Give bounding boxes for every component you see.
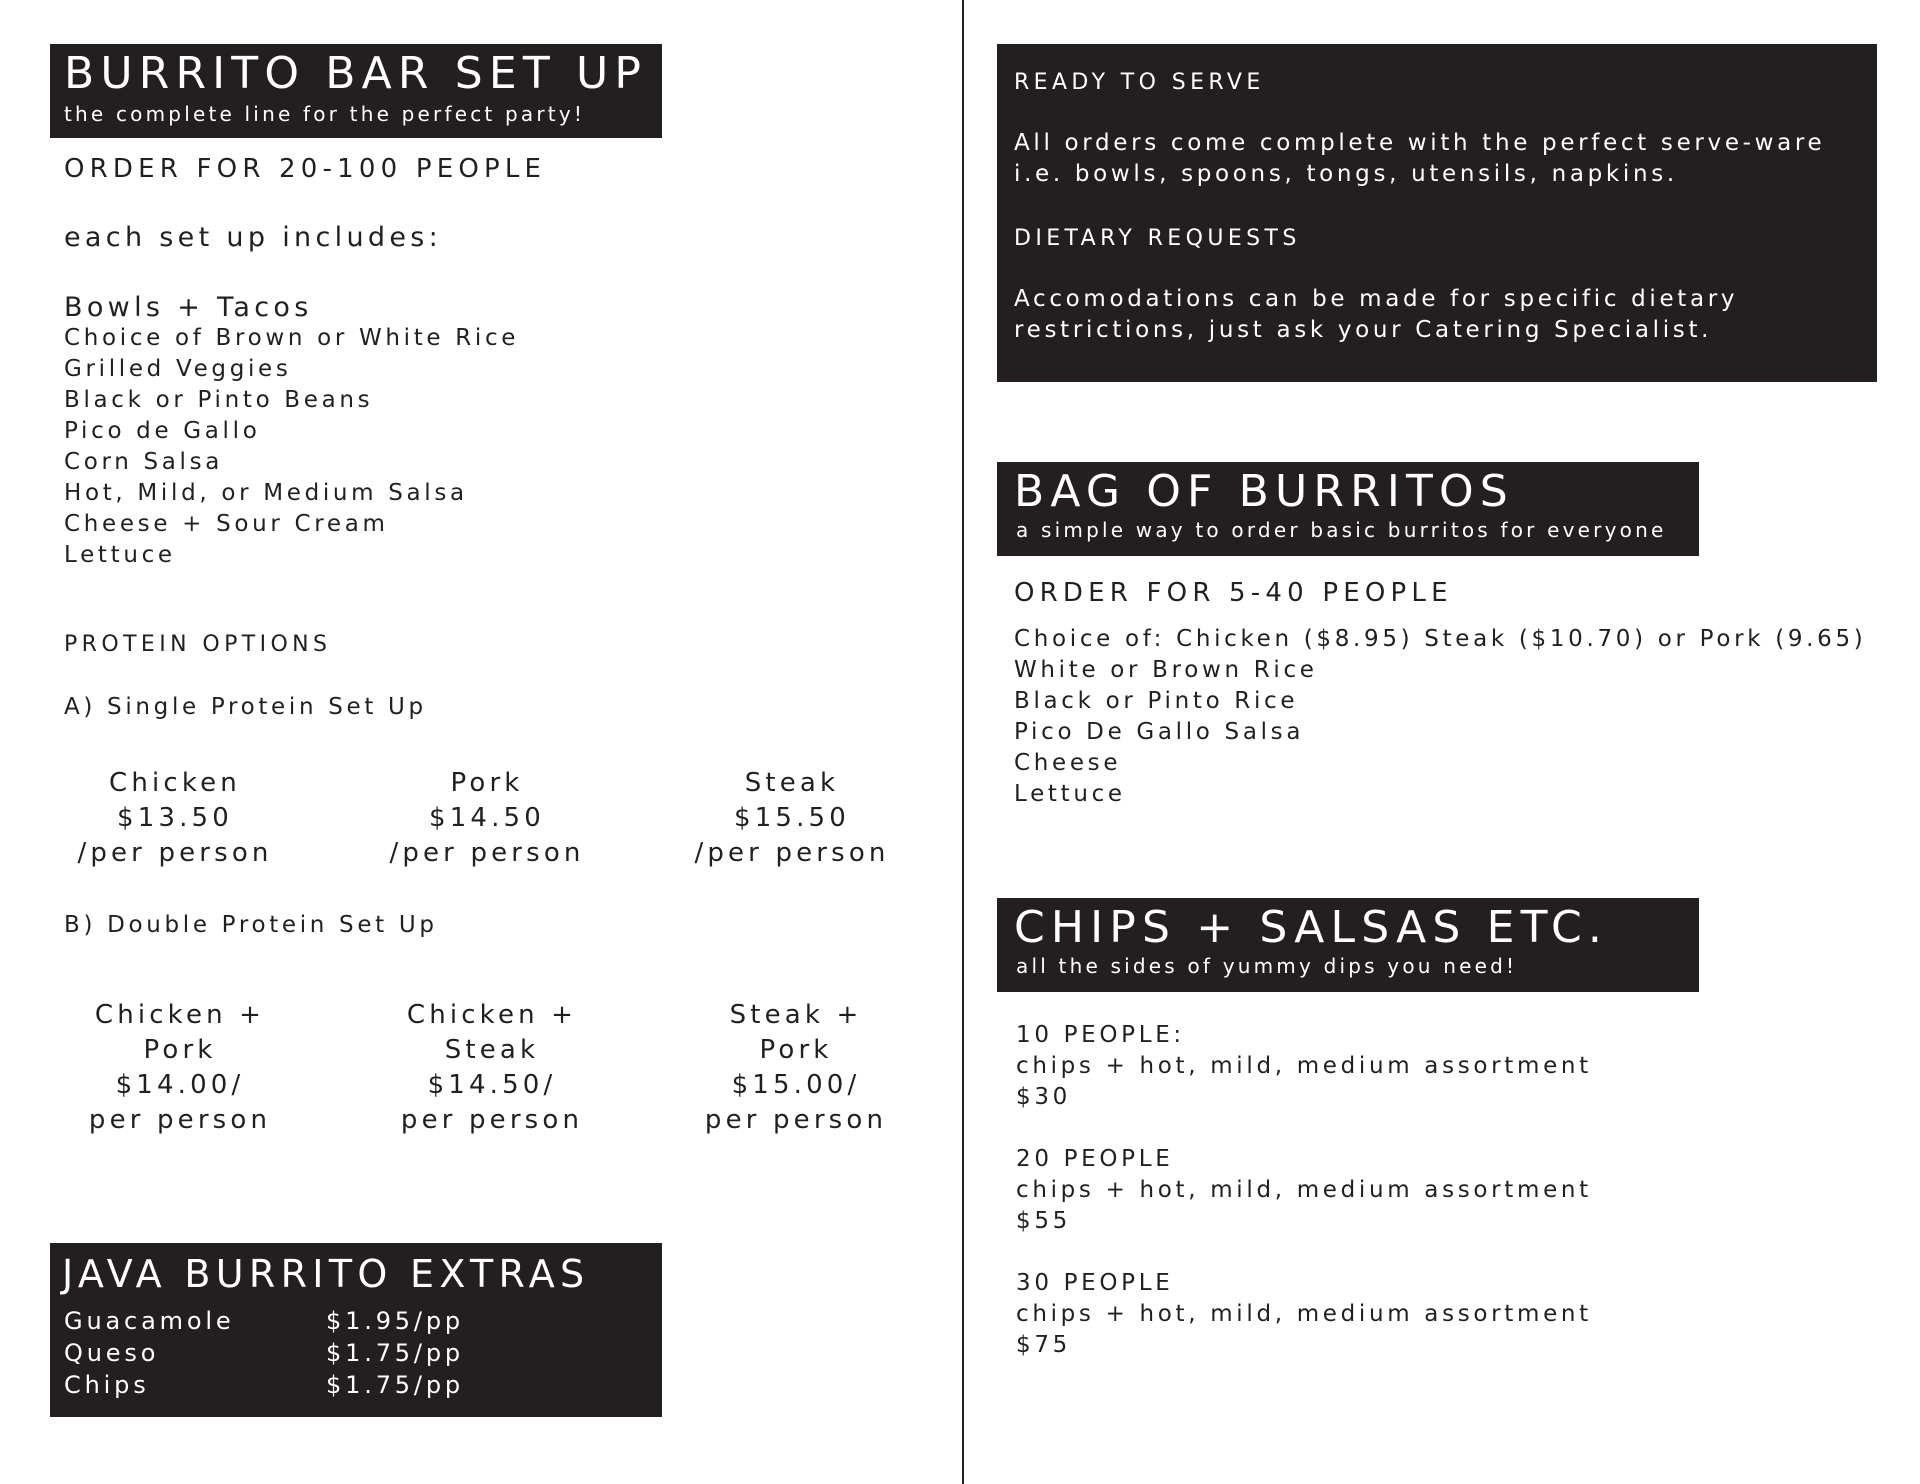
chips-tier-20 bbox=[1016, 1144, 1592, 1237]
bag-detail-line: White or Brown Rice bbox=[1014, 657, 1318, 683]
dietary-requests-text bbox=[1014, 284, 1738, 346]
option-price: $14.50 bbox=[429, 803, 545, 833]
chips-tier-price: $30 bbox=[1016, 1084, 1071, 1110]
double-option-chicken-steak bbox=[372, 998, 612, 1138]
dietary-requests-heading: DIETARY REQUESTS bbox=[1014, 226, 1301, 251]
includes-item: Pico de Gallo bbox=[64, 418, 261, 444]
includes-item: Choice of Brown or White Rice bbox=[64, 325, 520, 351]
single-option-steak bbox=[672, 766, 912, 871]
chips-salsas-title: CHIPS + SALSAS ETC. bbox=[1014, 902, 1609, 953]
option-unit: per person bbox=[400, 1105, 584, 1135]
includes-item: Cheese + Sour Cream bbox=[64, 511, 389, 537]
chips-tier-desc: chips + hot, mild, medium assortment bbox=[1016, 1053, 1592, 1079]
burrito-bar-header bbox=[50, 44, 662, 138]
bag-detail-line: Cheese bbox=[1014, 750, 1122, 776]
bag-details-list bbox=[1014, 624, 1866, 810]
chips-tier-size: 30 PEOPLE bbox=[1016, 1270, 1174, 1296]
chips-tier-price: $55 bbox=[1016, 1208, 1071, 1234]
bag-order-size: ORDER FOR 5-40 PEOPLE bbox=[1014, 578, 1453, 608]
extras-item-name: Queso bbox=[64, 1339, 160, 1367]
bag-detail-line: Choice of: Chicken ($8.95) Steak ($10.70) or Pork (9.65) bbox=[1014, 626, 1867, 652]
extras-item-queso bbox=[64, 1337, 464, 1369]
option-line2: Pork bbox=[143, 1035, 217, 1065]
extras-list bbox=[64, 1305, 464, 1401]
chips-tier-size: 10 PEOPLE: bbox=[1016, 1022, 1185, 1048]
extras-block bbox=[50, 1243, 662, 1417]
chips-tier-size: 20 PEOPLE bbox=[1016, 1146, 1174, 1172]
option-unit: per person bbox=[704, 1105, 888, 1135]
dietary-line: Accomodations can be made for specific dietary bbox=[1014, 286, 1739, 312]
includes-item: Corn Salsa bbox=[64, 449, 224, 475]
bag-of-burritos-subtitle: a simple way to order basic burritos for everyone bbox=[1016, 518, 1667, 542]
option-unit: per person bbox=[88, 1105, 272, 1135]
single-option-pork bbox=[367, 766, 607, 871]
ready-line: All orders come complete with the perfect serve-ware bbox=[1014, 130, 1826, 156]
page-divider bbox=[962, 0, 964, 1484]
option-unit: /per person bbox=[694, 838, 890, 868]
option-line1: Chicken + bbox=[406, 1000, 578, 1030]
ready-line: i.e. bowls, spoons, tongs, utensils, napkins. bbox=[1014, 161, 1678, 187]
includes-item: Lettuce bbox=[64, 542, 176, 568]
dietary-line: restrictions, just ask your Catering Specialist. bbox=[1014, 317, 1713, 343]
option-price: $13.50 bbox=[117, 803, 233, 833]
option-price: $14.00/ bbox=[115, 1070, 245, 1100]
option-line1: Chicken + bbox=[94, 1000, 266, 1030]
burrito-bar-title: BURRITO BAR SET UP bbox=[64, 48, 648, 99]
chips-tier-desc: chips + hot, mild, medium assortment bbox=[1016, 1177, 1592, 1203]
chips-tier-30 bbox=[1016, 1268, 1592, 1361]
option-price: $14.50/ bbox=[427, 1070, 557, 1100]
ready-to-serve-heading: READY TO SERVE bbox=[1014, 70, 1265, 95]
option-price: $15.00/ bbox=[731, 1070, 861, 1100]
option-unit: /per person bbox=[77, 838, 273, 868]
option-price: $15.50 bbox=[734, 803, 850, 833]
single-protein-heading: A) Single Protein Set Up bbox=[64, 694, 427, 720]
bag-detail-line: Black or Pinto Rice bbox=[1014, 688, 1299, 714]
includes-list bbox=[64, 292, 519, 571]
extras-item-name: Chips bbox=[64, 1371, 150, 1399]
single-option-chicken bbox=[55, 766, 295, 871]
bag-of-burritos-title: BAG OF BURRITOS bbox=[1014, 466, 1514, 517]
includes-item: Black or Pinto Beans bbox=[64, 387, 374, 413]
extras-item-name: Guacamole bbox=[64, 1307, 235, 1335]
option-name: Pork bbox=[450, 768, 524, 798]
chips-tier-10 bbox=[1016, 1020, 1592, 1113]
chips-tier-price: $75 bbox=[1016, 1332, 1071, 1358]
double-protein-heading: B) Double Protein Set Up bbox=[64, 912, 438, 938]
extras-item-chips bbox=[64, 1369, 464, 1401]
extras-title: JAVA BURRITO EXTRAS bbox=[62, 1252, 590, 1296]
extras-item-guacamole bbox=[64, 1305, 464, 1337]
chips-tier-desc: chips + hot, mild, medium assortment bbox=[1016, 1301, 1592, 1327]
burrito-bar-subtitle: the complete line for the perfect party! bbox=[64, 102, 586, 126]
includes-heading: each set up includes: bbox=[64, 222, 443, 253]
bag-detail-line: Lettuce bbox=[1014, 781, 1126, 807]
burrito-bar-order-size: ORDER FOR 20-100 PEOPLE bbox=[64, 154, 547, 184]
ready-to-serve-text bbox=[1014, 128, 1825, 190]
includes-item: Hot, Mild, or Medium Salsa bbox=[64, 480, 468, 506]
option-name: Steak bbox=[744, 768, 840, 798]
option-line2: Pork bbox=[759, 1035, 833, 1065]
protein-options-heading: PROTEIN OPTIONS bbox=[64, 632, 332, 657]
double-option-steak-pork bbox=[676, 998, 916, 1138]
includes-item: Bowls + Tacos bbox=[64, 292, 313, 323]
chips-salsas-header bbox=[997, 898, 1699, 992]
service-info-block bbox=[997, 44, 1877, 382]
option-name: Chicken bbox=[109, 768, 241, 798]
extras-item-price: $1.75/pp bbox=[326, 1339, 464, 1367]
extras-item-price: $1.75/pp bbox=[326, 1371, 464, 1399]
option-unit: /per person bbox=[389, 838, 585, 868]
double-option-chicken-pork bbox=[60, 998, 300, 1138]
includes-item: Grilled Veggies bbox=[64, 356, 292, 382]
extras-item-price: $1.95/pp bbox=[326, 1307, 464, 1335]
bag-of-burritos-header bbox=[997, 462, 1699, 556]
chips-salsas-subtitle: all the sides of yummy dips you need! bbox=[1016, 954, 1518, 978]
option-line2: Steak bbox=[444, 1035, 540, 1065]
option-line1: Steak + bbox=[729, 1000, 863, 1030]
bag-detail-line: Pico De Gallo Salsa bbox=[1014, 719, 1305, 745]
